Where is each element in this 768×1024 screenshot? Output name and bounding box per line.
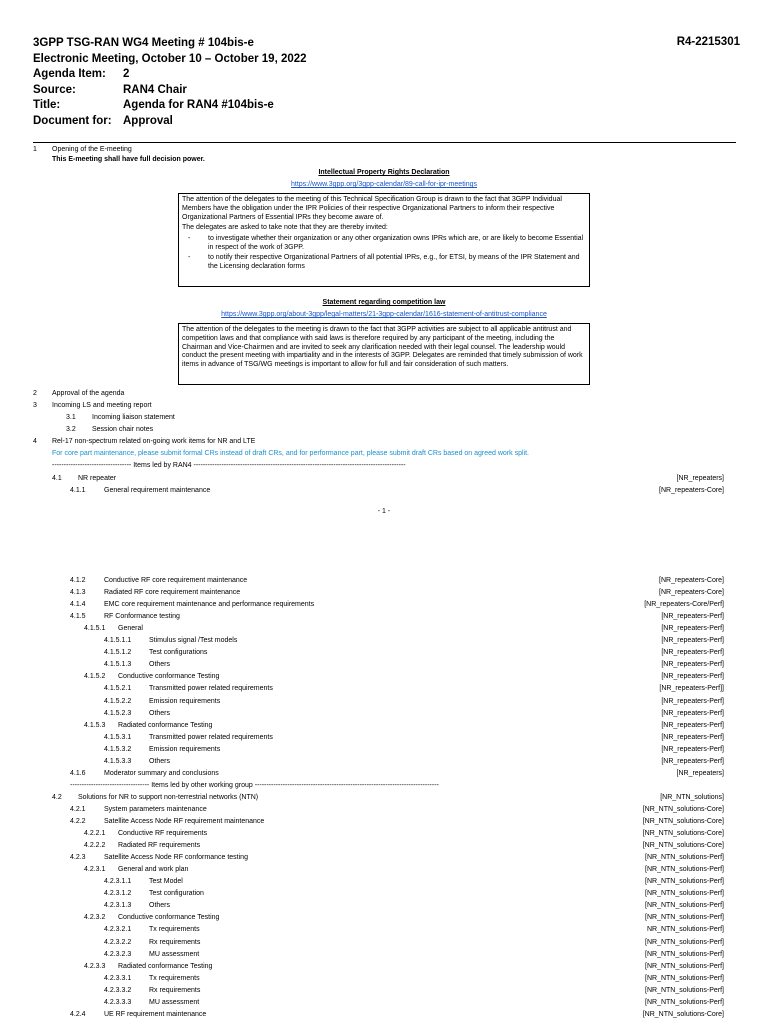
ipr-paragraph: The delegates are asked to take note that they are thereby invited: (182, 224, 388, 232)
cr-submission-note: For core part maintenance, please submit formal CRs instead of draft CRs, and for performance part, please submit draft CRs based on agreed work split. (52, 450, 529, 457)
item-title: Approval of the agenda (52, 390, 125, 397)
item-title: Others (149, 758, 171, 765)
wi-tag: [NR_repeaters-Core] (659, 589, 724, 596)
item-number: 4.2.2.2 (84, 842, 106, 849)
item-number: 4.1.5.1.3 (104, 661, 132, 668)
wi-tag: [NR_repeaters-Core/Perf] (644, 601, 724, 608)
item-number: 4.2.3 (70, 854, 86, 861)
item-title: Stimulus signal /Test models (149, 637, 238, 644)
item-number: 4.2.3.3.3 (104, 999, 132, 1006)
item-title: Moderator summary and conclusions (104, 770, 219, 777)
agenda-row (0, 612, 768, 622)
item-title: Test configurations (149, 649, 208, 656)
wi-tag: [NR_NTN_solutions-Perf] (645, 987, 724, 994)
item-title: Rx requirements (149, 987, 201, 994)
document-id: R4-2215301 (676, 36, 740, 48)
agenda-row (0, 781, 768, 791)
wi-tag: [NR_NTN_solutions-Perf] (645, 878, 724, 885)
item-number: 4.2.3.2 (84, 914, 106, 921)
item-title: Solutions for NR to support non-terrestrial networks (NTN) (78, 794, 259, 801)
item-number: 4.1.5.1.1 (104, 637, 132, 644)
wi-tag: [NR_repeaters-Perf] (661, 613, 724, 620)
agenda-row (0, 853, 768, 863)
item-number: 4 (33, 438, 37, 445)
item-number: 4.1.4 (70, 601, 86, 608)
item-number: 4.1 (52, 475, 62, 482)
wi-tag: [NR_NTN_solutions-Perf] (645, 914, 724, 921)
item-number: 4.1.3 (70, 589, 86, 596)
separator-ran4: ---------------------------------- Items led by RAN4 ------------------------------------------------------------------------------------------- (52, 462, 406, 469)
item-number: 4.1.6 (70, 770, 86, 777)
wi-tag: [NR_NTN_solutions-Perf] (645, 999, 724, 1006)
item-number: 4.1.5.3.1 (104, 734, 132, 741)
separator-other-wg: ---------------------------------- Items led by other working group ------------------------------------------------------------------------------- (70, 782, 439, 789)
item-title: Opening of the E-meeting (52, 146, 132, 153)
agenda-row (0, 950, 768, 960)
item-number: 4.1.5.3.2 (104, 746, 132, 753)
item-number: 4.1.5.1.2 (104, 649, 132, 656)
item-number: 4.2.2 (70, 818, 86, 825)
field-key: Title: (33, 99, 61, 111)
agenda-row (0, 829, 768, 839)
header-field (33, 67, 307, 83)
wi-tag: [NR_repeaters-Perf] (661, 698, 724, 705)
wi-tag: [NR_repeaters-Perf]] (659, 685, 724, 692)
item-number: 4.1.5.2 (84, 673, 106, 680)
item-number: 4.2.3.2.2 (104, 939, 132, 946)
agenda-row (0, 962, 768, 972)
agenda-row (0, 660, 768, 670)
ipr-title: Intellectual Property Rights Declaration (318, 169, 450, 176)
item-title: Radiated RF requirements (118, 842, 201, 849)
wi-tag: [NR_repeaters-Perf] (661, 710, 724, 717)
item-title: Conductive RF core requirement maintenance (104, 577, 248, 584)
item-number: 4.2.4 (70, 1011, 86, 1018)
wi-tag: [NR_NTN_solutions-Perf] (645, 902, 724, 909)
item-title: General requirement maintenance (104, 487, 211, 494)
wi-tag: [NR_NTN_solutions-Perf] (645, 854, 724, 861)
page-number: - 1 - (377, 508, 391, 515)
ipr-link[interactable]: https://www.3gpp.org/3gpp-calendar/89-call-for-ipr-meetings (291, 181, 477, 188)
header-block (33, 36, 307, 129)
field-value: Approval (123, 114, 173, 127)
wi-tag: [NR_NTN_solutions-Perf] (645, 890, 724, 897)
item-title: Others (149, 902, 171, 909)
item-title: Emission requirements (149, 746, 221, 753)
item-number: 4.1.5.1 (84, 625, 106, 632)
item-title: Tx requirements (149, 926, 200, 933)
item-title: Conductive conformance Testing (118, 673, 220, 680)
item-title: General and work plan (118, 866, 189, 873)
item-title: MU assessment (149, 951, 200, 958)
item-title: Tx requirements (149, 975, 200, 982)
agenda-row (0, 733, 768, 743)
agenda-row (0, 901, 768, 911)
agenda-row (0, 648, 768, 658)
item-number: 4.2.3.3 (84, 963, 106, 970)
item-title: Others (149, 710, 171, 717)
item-title: EMC core requirement maintenance and performance requirements (104, 601, 315, 608)
item-number: 4.1.5.3.3 (104, 758, 132, 765)
meeting-title: 3GPP TSG-RAN WG4 Meeting # 104bis-e (33, 37, 254, 49)
agenda-row (0, 865, 768, 875)
wi-tag: [NR_repeaters-Perf] (661, 722, 724, 729)
wi-tag: [NR_repeaters-Core] (659, 487, 724, 494)
item-number: 4.2.2.1 (84, 830, 106, 837)
agenda-row (0, 938, 768, 948)
item-number: 3.1 (66, 414, 76, 421)
item-number: 4.2.3.2.3 (104, 951, 132, 958)
wi-tag: [NR_repeaters-Perf] (661, 758, 724, 765)
wi-tag: [NR_repeaters-Perf] (661, 625, 724, 632)
item-number: 4.1.5.2.2 (104, 698, 132, 705)
wi-tag: [NR_repeaters-Perf] (661, 637, 724, 644)
item-number: 4.1.5.2.3 (104, 710, 132, 717)
item-title: NR repeater (78, 475, 117, 482)
field-key: Source: (33, 83, 76, 96)
item-title: Test configuration (149, 890, 204, 897)
item-number: 4.1.5 (70, 613, 86, 620)
item-number: 4.1.2 (70, 577, 86, 584)
agenda-row (0, 672, 768, 682)
agenda-row (0, 793, 768, 803)
item-title: Emission requirements (149, 698, 221, 705)
item-number: 2 (33, 390, 37, 397)
item-number: 4.1.1 (70, 487, 86, 494)
wi-tag: [NR_NTN_solutions-Perf] (645, 866, 724, 873)
agenda-row (0, 697, 768, 707)
header-field (33, 98, 307, 114)
item-number: 4.2.3.3.1 (104, 975, 132, 982)
item-title: Transmitted power related requirements (149, 734, 273, 741)
item-number: 4.2.3.1.2 (104, 890, 132, 897)
agenda-row (0, 624, 768, 634)
agenda-row (0, 709, 768, 719)
ipr-paragraph: The attention of the delegates to the meeting of this Technical Specification Group is drawn to the fact that 3GPP Individual Members have the obligation under the IPR Policies of their respective Organizational Partners to inform their respective Organizational Partners of Essential IPRs they become aware of. (182, 196, 562, 221)
item-title: Session chair notes (92, 426, 154, 433)
agenda-row (0, 1010, 768, 1020)
field-value: 2 (123, 68, 130, 80)
field-key: Agenda Item: (33, 68, 106, 80)
agenda-row (0, 636, 768, 646)
wi-tag: [NR_NTN_solutions-Perf] (645, 939, 724, 946)
wi-tag: [NR_NTN_solutions-Perf] (645, 975, 724, 982)
wi-tag: [NR_repeaters] (676, 770, 724, 777)
header-field (33, 83, 307, 99)
item-number: 4.2.3.1 (84, 866, 106, 873)
item-title: Radiated conformance Testing (118, 722, 213, 729)
agenda-row (0, 841, 768, 851)
competition-link[interactable]: https://www.3gpp.org/about-3gpp/legal-matters/21-3gpp-calendar/1616-statement-of-antitrust-compliance (221, 311, 547, 318)
agenda-row (0, 757, 768, 767)
agenda-row (0, 986, 768, 996)
wi-tag: [NR_repeaters-Perf] (661, 673, 724, 680)
agenda-row (0, 889, 768, 899)
item-title: Incoming LS and meeting report (52, 402, 152, 409)
meeting-dates: Electronic Meeting, October 10 – October 19, 2022 (33, 52, 307, 65)
item-title: General (118, 625, 143, 632)
wi-tag: [NR_repeaters] (676, 475, 724, 482)
agenda-row (0, 925, 768, 935)
wi-tag: [NR_repeaters-Perf] (661, 661, 724, 668)
agenda-row (0, 745, 768, 755)
item-number: 3.2 (66, 426, 76, 433)
header-divider (33, 142, 736, 143)
wi-tag: [NR_repeaters-Perf] (661, 746, 724, 753)
item-title: UE RF requirement maintenance (104, 1011, 207, 1018)
agenda-row (0, 588, 768, 598)
field-key: Document for: (33, 114, 112, 127)
item-title: Rx requirements (149, 939, 201, 946)
wi-tag: [NR_NTN_solutions-Core] (642, 842, 724, 849)
item-number: 4.2.3.1.1 (104, 878, 132, 885)
wi-tag: [NR_NTN_solutions-Core] (642, 818, 724, 825)
item-title: System parameters maintenance (104, 806, 207, 813)
agenda-row (0, 600, 768, 610)
item-title: Others (149, 661, 171, 668)
item-title: Test Model (149, 878, 183, 885)
list-text: to notify their respective Organizational Partners of all potential IPRs, e.g., for ETSI, by means of the IPR Statement and the Licensing declaration forms (208, 253, 580, 270)
item-number: 3 (33, 402, 37, 409)
item-title: RF Conformance testing (104, 613, 180, 620)
item-title: Satellite Access Node RF conformance testing (104, 854, 248, 861)
list-dash: - (188, 235, 191, 243)
agenda-row (0, 721, 768, 731)
wi-tag: [NR_NTN_solutions-Core] (642, 806, 724, 813)
item-title: Incoming liaison statement (92, 414, 175, 421)
wi-tag: [NR_repeaters-Perf] (661, 649, 724, 656)
ipr-box (178, 193, 590, 287)
wi-tag: [NR_NTN_solutions] (660, 794, 724, 801)
item-number: 4.2.1 (70, 806, 86, 813)
agenda-row (0, 913, 768, 923)
item-title: MU assessment (149, 999, 200, 1006)
wi-tag: [NR_NTN_solutions-Core] (642, 830, 724, 837)
item-title: Transmitted power related requirements (149, 685, 273, 692)
competition-paragraph: The attention of the delegates to the meeting is drawn to the fact that 3GPP activities are subject to all applicable antitrust and competition laws and that compliance with said laws is therefore required by any participant of the meeting, including the Chairman and Vice-Chairmen and are invited to seek any clarification needed with their legal counsel. The leadership would conduct the present meeting with impartiality and in the interests of 3GPP. Delegates are reminded that timely submission of work items in advance of TSG/WG meetings is important to allow for full and fair consideration of such matters. (182, 326, 583, 369)
item-number: 4.2.3.3.2 (104, 987, 132, 994)
decision-note: This E-meeting shall have full decision power. (52, 156, 205, 163)
wi-tag: [NR_repeaters-Perf] (661, 734, 724, 741)
list-text: to investigate whether their organization or any other organization owns IPRs which are, or are likely to become Essential in respect of the work of 3GPP. (208, 235, 584, 251)
item-number: 4.2.3.1.3 (104, 902, 132, 909)
agenda-row (0, 805, 768, 815)
item-title: Radiated RF core requirement maintenance (104, 589, 241, 596)
list-dash: - (188, 253, 191, 261)
agenda-row (0, 817, 768, 827)
wi-tag: [NR_NTN_solutions-Perf] (645, 963, 724, 970)
ipr-list-item (182, 254, 586, 272)
competition-title: Statement regarding competition law (322, 299, 446, 306)
agenda-row (0, 576, 768, 586)
item-title: Radiated conformance Testing (118, 963, 213, 970)
agenda-row (0, 769, 768, 779)
agenda-row (0, 998, 768, 1008)
competition-box (178, 323, 590, 385)
wi-tag: NR_NTN_solutions-Perf] (646, 926, 724, 933)
wi-tag: [NR_repeaters-Core] (659, 577, 724, 584)
wi-tag: [NR_NTN_solutions-Core] (642, 1011, 724, 1018)
item-number: 1 (33, 146, 37, 153)
agenda-row (0, 877, 768, 887)
item-number: 4.1.5.3 (84, 722, 106, 729)
item-number: 4.1.5.2.1 (104, 685, 132, 692)
field-value: Agenda for RAN4 #104bis-e (123, 99, 274, 111)
item-title: Conductive conformance Testing (118, 914, 220, 921)
item-title: Satellite Access Node RF requirement maintenance (104, 818, 265, 825)
agenda-row (0, 974, 768, 984)
item-number: 4.2.3.2.1 (104, 926, 132, 933)
wi-tag: [NR_NTN_solutions-Perf] (645, 951, 724, 958)
item-title: Conductive RF requirements (118, 830, 208, 837)
item-number: 4.2 (52, 794, 62, 801)
field-value: RAN4 Chair (123, 83, 187, 96)
header-field (33, 114, 307, 130)
ipr-list-item (182, 235, 586, 253)
item-title: Rel-17 non-spectrum related on-going work items for NR and LTE (52, 438, 256, 445)
agenda-row (0, 684, 768, 694)
